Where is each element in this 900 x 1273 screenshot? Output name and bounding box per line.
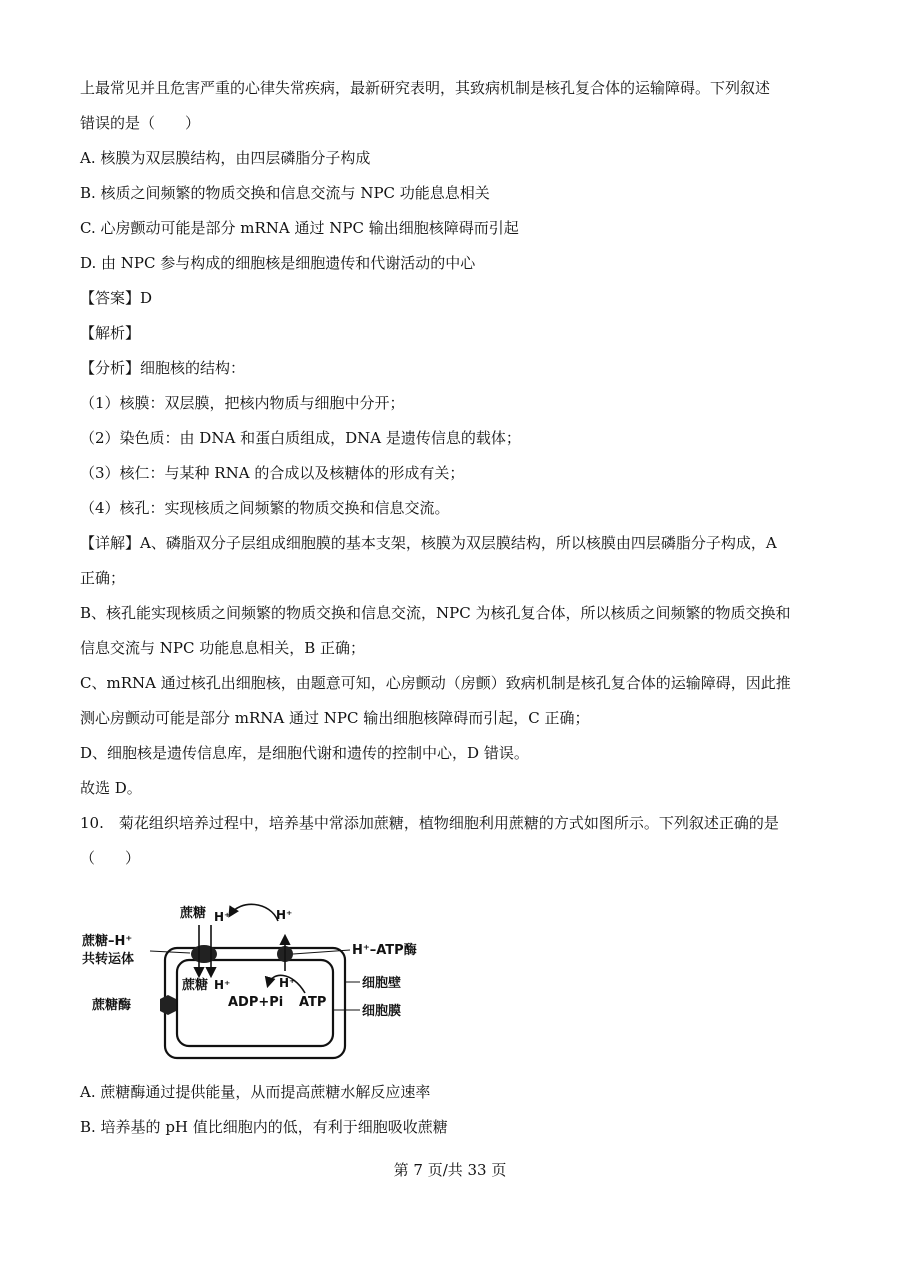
q9-option-c: C. 心房颤动可能是部分 mRNA 通过 NPC 输出细胞核障碍而引起: [80, 219, 519, 237]
q9-point-4: （4）核孔：实现核质之间频繁的物质交换和信息交流。: [80, 499, 450, 517]
q9-stem-line1: 上最常见并且危害严重的心律失常疾病，最新研究表明，其致病机制是核孔复合体的运输障碍。下列叙述: [80, 79, 771, 97]
sucrose-inside-label: 蔗糖: [182, 978, 209, 993]
q9-detail-line6: 测心房颤动可能是部分 mRNA 通过 NPC 输出细胞核障碍而引起，C 正确；: [80, 709, 590, 727]
cotransporter-shape: [191, 945, 217, 963]
q9-detail-line4: 信息交流与 NPC 功能息息相关，B 正确；: [80, 639, 366, 657]
cotransporter-label-line2: 共转运体: [82, 952, 135, 967]
q10-option-b: B. 培养基的 pH 值比细胞内的低，有利于细胞吸收蔗糖: [80, 1118, 448, 1136]
q9-stem-line2: 错误的是（ ）: [80, 114, 201, 132]
q9-analysis-title: 【解析】: [80, 324, 141, 342]
q9-analysis-intro: 【分析】细胞核的结构：: [80, 359, 246, 377]
q10-stem-line2: （ ）: [80, 849, 141, 867]
sucrase-shape: [160, 995, 176, 1015]
adp-pi-label: ADP+Pi: [228, 995, 284, 1010]
q9-option-a: A. 核膜为双层膜结构，由四层磷脂分子构成: [80, 149, 371, 167]
q9-detail-line2: 正确；: [80, 569, 126, 587]
h-inside-label: H⁺: [214, 978, 231, 992]
q9-detail-line3: B、核孔能实现核质之间频繁的物质交换和信息交流，NPC 为核孔复合体，所以核质之间频繁的物质交换和: [80, 604, 791, 622]
q9-detail-line7: D、细胞核是遗传信息库，是细胞代谢和遗传的控制中心，D 错误。: [80, 744, 529, 762]
sucrose-transport-diagram: [80, 893, 450, 1063]
cell-membrane-label: 细胞膜: [362, 1004, 402, 1019]
q9-detail-line5: C、mRNA 通过核孔出细胞核，由题意可知，心房颤动（房颤）致病机制是核孔复合体的运输障碍，因此推: [80, 674, 791, 692]
q9-answer: 【答案】D: [80, 289, 153, 307]
cell-wall-label: 细胞壁: [362, 976, 402, 991]
q10-option-a: A. 蔗糖酶通过提供能量，从而提高蔗糖水解反应速率: [80, 1083, 431, 1101]
q9-detail-line8: 故选 D。: [80, 779, 142, 797]
q9-detail-line1: 【详解】A、磷脂双分子层组成细胞膜的基本支架，核膜为双层膜结构，所以核膜由四层磷脂分子构成，A: [80, 534, 777, 552]
page-footer: 第 7 页/共 33 页: [393, 1161, 507, 1179]
h-outside-label: H⁺: [214, 910, 231, 924]
q10-stem-line1: 10. 菊花组织培养过程中，培养基中常添加蔗糖，植物细胞利用蔗糖的方式如图所示。下列叙述正确的是: [80, 814, 779, 832]
sucrase-label: 蔗糖酶: [92, 998, 132, 1013]
sucrose-outside-label: 蔗糖: [180, 906, 207, 921]
q9-option-b: B. 核质之间频繁的物质交换和信息交流与 NPC 功能息息相关: [80, 184, 490, 202]
q9-point-1: （1）核膜：双层膜，把核内物质与细胞中分开；: [80, 394, 405, 412]
q9-option-d: D. 由 NPC 参与构成的细胞核是细胞遗传和代谢活动的中心: [80, 254, 476, 272]
cotransporter-label-line1: 蔗糖–H⁺: [82, 934, 133, 949]
h-inside-label-2: H⁺: [279, 976, 296, 990]
atpase-label: H⁺–ATP酶: [352, 943, 417, 958]
atp-label: ATP: [299, 995, 327, 1010]
q9-point-3: （3）核仁：与某种 RNA 的合成以及核糖体的形成有关；: [80, 464, 465, 482]
q9-point-2: （2）染色质：由 DNA 和蛋白质组成，DNA 是遗传信息的载体；: [80, 429, 521, 447]
h-top-label: H⁺: [276, 908, 293, 922]
